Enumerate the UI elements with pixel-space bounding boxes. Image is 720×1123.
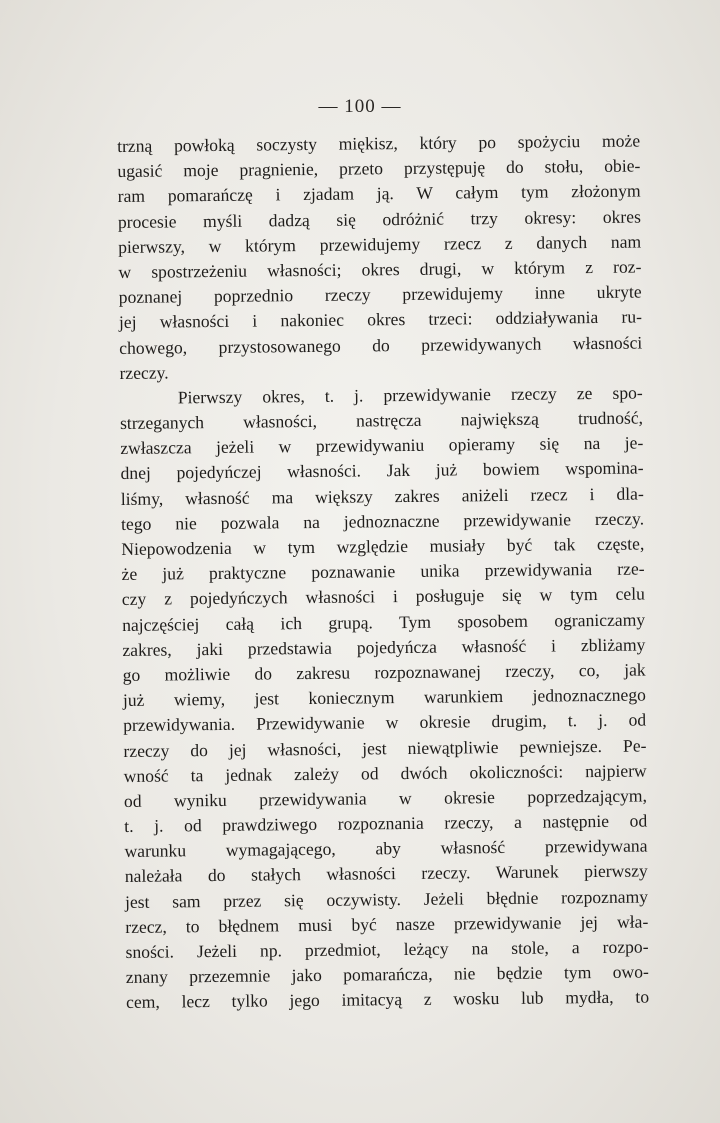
text-line: go możliwie do zakresu rozpoznawanej rzeczy, co, jak xyxy=(122,659,646,685)
text-line: że już praktyczne poznawanie unika przewidywania rze- xyxy=(121,558,645,585)
text-line: rzecz, to błędnem musi być nasze przewidywanie jej wła- xyxy=(125,911,649,937)
text-line: jest sam przez się oczywisty. Jeżeli błędnie rozpoznamy xyxy=(124,886,649,912)
text-line: ugasić moje pragnienie, przeto przystępuję do stołu, obie- xyxy=(117,155,641,182)
body-text xyxy=(117,129,649,1016)
text-line: od wyniku przewidywania w okresie poprzedzającym, xyxy=(123,785,648,811)
text-line: dnej pojedyńczej własności. Jak już bowiem wspomina- xyxy=(120,457,644,484)
text-line: t. j. od prawdziwego rozpoznania rzeczy, a następnie od xyxy=(124,810,648,837)
page-number: — 100 — xyxy=(318,96,402,117)
text-line: procesie myśli dadzą się odróżnić trzy okresy: okres xyxy=(117,206,641,232)
text-line: liśmy, własność ma większy zakres aniżeli rzecz i dla- xyxy=(120,483,644,509)
text-line: przewidywania. Przewidywanie w okresie drugim, t. j. od xyxy=(123,709,647,736)
text-line: znany przezemnie jako pomarańcza, nie będzie tym owo- xyxy=(125,961,649,988)
text-line: już wiemy, jest koniecznym warunkiem jednoznacznego xyxy=(122,684,647,711)
paragraph-start-line: Pierwszy okres, t. j. przewidywanie rzeczy ze spo- xyxy=(177,382,643,408)
text-line: wność ta jednak zależy od dwóch okoliczności: najpierw xyxy=(123,760,647,786)
text-line: najczęściej całą ich grupą. Tym sposobem ograniczamy xyxy=(122,609,646,635)
text-line: czy z pojedyńczych własności i posługuje się w tym celu xyxy=(121,583,645,610)
text-line: trzną powłoką soczysty miękisz, który po spożyciu może xyxy=(117,130,641,156)
text-line: zakres, jaki przedstawia pojedyńcza własność i zbliżamy xyxy=(122,634,646,660)
text-line: poznanej poprzednio rzeczy przewidujemy inne ukryte xyxy=(118,281,642,308)
text-line: tego nie pozwala na jednoznaczne przewidywanie rzeczy. xyxy=(120,508,645,534)
text-line: Niepowodzenia w tym względzie musiały być tak częste, xyxy=(121,533,645,559)
text-line: cem, lecz tylko jego imitacyą z wosku lub mydła, to xyxy=(125,986,650,1013)
text-line: strzeganych własności, nastręcza największą trudność, xyxy=(119,407,644,434)
text-line: pierwszy, w którym przewidujemy rzecz z danych nam xyxy=(118,231,642,257)
text-line: zwłaszcza jeżeli w przewidywaniu opieramy się na je- xyxy=(120,432,644,459)
text-line: należała do stałych własności rzeczy. Warunek pierwszy xyxy=(124,860,648,887)
text-line: sności. Jeżeli np. przedmiot, leżący na stole, a rozpo- xyxy=(125,936,649,962)
paragraph-end-line: rzeczy. xyxy=(119,362,169,383)
text-line: w spostrzeżeniu własności; okres drugi, w którym z roz- xyxy=(118,256,642,282)
text-line: rzeczy do jej własności, jest niewątpliwie pewniejsze. Pe- xyxy=(123,734,647,761)
text-line: ram pomarańczę i zjadam ją. W całym tym złożonym xyxy=(117,180,641,207)
text-line: chowego, przystosowanego do przewidywanych własności xyxy=(119,332,643,358)
text-line: jej własności i nakoniec okres trzeci: oddziaływania ru- xyxy=(118,306,643,333)
text-line: warunku wymagającego, aby własność przewidywana xyxy=(124,835,648,862)
